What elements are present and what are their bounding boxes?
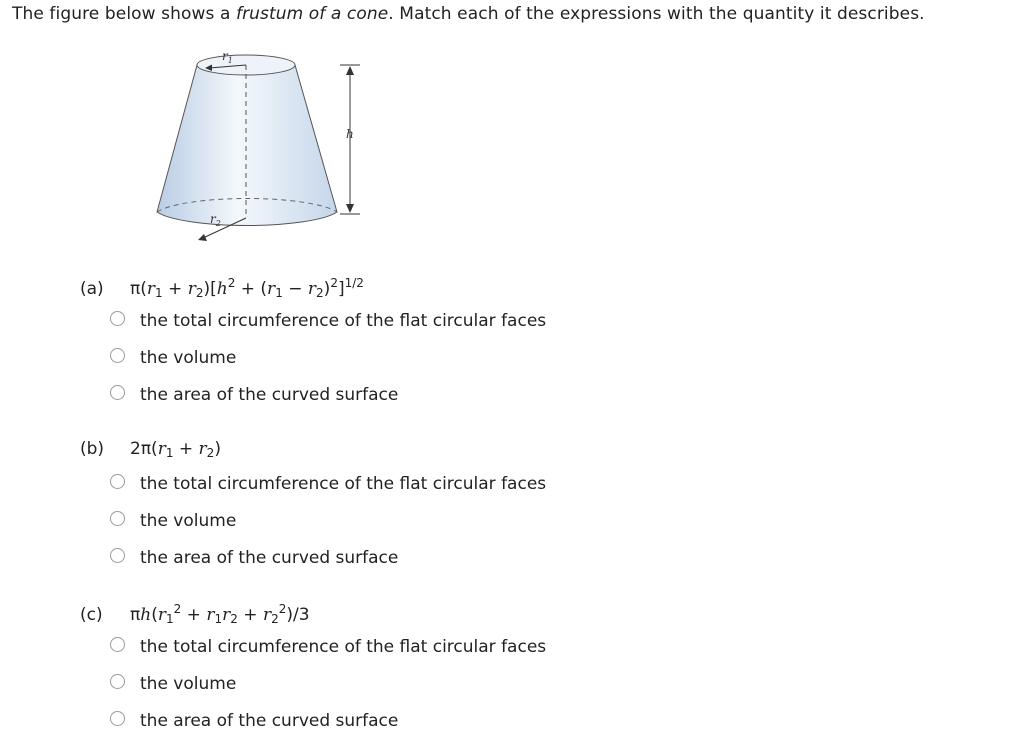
radio-button[interactable]	[110, 674, 125, 689]
r2-arrowhead	[198, 234, 207, 241]
prompt-emphasis: frustum of a cone	[235, 4, 389, 24]
option-label: the area of the curved surface	[140, 547, 399, 568]
radio-button[interactable]	[110, 348, 125, 363]
option-label: the total circumference of the flat circular faces	[140, 310, 547, 331]
option-c-circumference[interactable]	[80, 628, 546, 665]
question-c	[80, 602, 546, 739]
radio-button[interactable]	[110, 385, 125, 400]
h-arrow-up	[346, 66, 354, 75]
option-b-circumference[interactable]	[80, 465, 546, 502]
prompt-text-start: The figure below shows a	[12, 4, 236, 24]
radio-button[interactable]	[110, 548, 125, 563]
expression-b: $2\pi(r_1 + r_2)$	[130, 439, 221, 460]
option-b-curved-area[interactable]	[80, 539, 546, 576]
question-a-header	[80, 276, 546, 302]
option-a-volume[interactable]	[80, 339, 546, 376]
option-a-curved-area[interactable]	[80, 376, 546, 413]
label-h: h	[346, 127, 354, 141]
h-arrow-down	[346, 204, 354, 213]
option-label: the area of the curved surface	[140, 710, 399, 731]
radio-button[interactable]	[110, 637, 125, 652]
frustum-body	[157, 65, 337, 226]
option-c-curved-area[interactable]	[80, 702, 546, 739]
option-label: the volume	[140, 510, 237, 531]
option-label: the area of the curved surface	[140, 384, 399, 405]
radio-button[interactable]	[110, 311, 125, 326]
question-b-header	[80, 439, 546, 465]
label-r2: $r_2$	[210, 212, 221, 228]
question-c-header	[80, 602, 546, 628]
question-prompt	[12, 4, 925, 24]
prompt-text-end: . Match each of the expressions with the quantity it describes.	[388, 4, 925, 24]
option-label: the total circumference of the flat circular faces	[140, 636, 547, 657]
radio-button[interactable]	[110, 474, 125, 489]
question-letter: (c)	[80, 605, 103, 625]
expression-c: $\pi h(r_1^2 + r_1r_2 + r_2^2)/3$	[130, 602, 310, 626]
frustum-figure	[150, 48, 370, 248]
question-letter: (b)	[80, 439, 105, 459]
option-label: the volume	[140, 347, 237, 368]
option-a-circumference[interactable]	[80, 302, 546, 339]
radio-button[interactable]	[110, 711, 125, 726]
label-r1: $r_1$	[222, 49, 233, 65]
option-label: the total circumference of the flat circular faces	[140, 473, 547, 494]
radio-button[interactable]	[110, 511, 125, 526]
option-b-volume[interactable]	[80, 502, 546, 539]
option-label: the volume	[140, 673, 237, 694]
expression-a: $\pi(r_1 + r_2)[h^2 + (r_1 - r_2)^2]^{1/2}$	[130, 276, 364, 300]
option-c-volume[interactable]	[80, 665, 546, 702]
question-b	[80, 439, 546, 576]
question-letter: (a)	[80, 279, 104, 299]
question-a	[80, 276, 546, 413]
